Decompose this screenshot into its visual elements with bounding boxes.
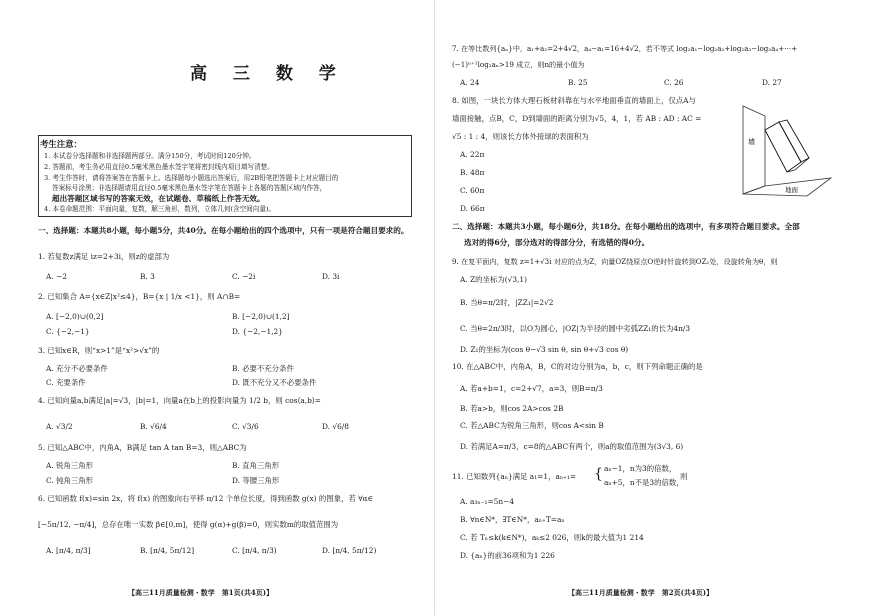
- option: B. 直角三角形: [232, 461, 280, 470]
- option: A. 22π: [460, 150, 485, 159]
- notice-line: 4. 本卷命题范围：平面向量，复数，解三角形，数列，立体几何(含空间向量)。: [44, 205, 276, 213]
- question-8: 8. 如图，一块长方体大理石板材斜靠在与水平地面垂直的墙面上，仅点A与: [452, 96, 696, 105]
- notice-title: 考生注意：: [40, 139, 82, 149]
- option: D. [π/4, 5π/12): [322, 546, 377, 555]
- option: D. √6/8: [322, 422, 349, 431]
- notice-line: 1. 本试卷分选择题和非选择题两部分。满分150分，考试时间120分钟。: [44, 152, 256, 160]
- question-6-cont: [−5π/12, −π/4]，总存在唯一实数 β∈[0,m]，使得 g(α)+g(β)=0，则实数m的取值范围为: [38, 520, 339, 529]
- question-1: 1. 若复数z满足 iz=2+3i，则z的虚部为: [38, 252, 170, 261]
- option: A. 若a+b=1，c=2+√7，a=3，则B=π/3: [460, 384, 603, 393]
- option: B. 当θ=π/2时，|ZZ₁|=2√2: [460, 298, 554, 307]
- option: C. 26: [664, 78, 684, 87]
- section-heading: 一、选择题：本题共8小题，每小题5分，共40分。在每小题给出的四个选项中，只有一项是符合题目要求的。: [38, 226, 409, 235]
- page-footer: 【高三11月质量检测・数学 第1页(共4页)】: [128, 588, 274, 597]
- question-8-cont: √5 : 1 : 4，则该长方体外接球的表面积为: [452, 132, 589, 141]
- option: A. a₃ₙ₋₁=5n−4: [460, 497, 515, 506]
- option: B. 48π: [460, 168, 485, 177]
- question-6: 6. 已知函数 f(x)=sin 2x，将 f(x) 的图象向右平移 π/12 个单位长度，得到函数 g(x) 的图象，若 ∀α∈: [38, 494, 374, 503]
- option: C. {−2,−1}: [46, 327, 90, 336]
- case-line: aₙ−1，n为3的倍数，: [604, 464, 677, 473]
- section-heading: 二、选择题：本题共3小题，每小题6分，共18分。在每小题给出的选项中，有多项符合题目要求。全部: [452, 222, 800, 231]
- question-8-cont: 墙面接触，点B，C，D到墙面的距离分别为√5，4，1，若 AB : AD : AC =: [452, 114, 702, 123]
- notice-line: 3. 考生作答时，请将答案答在答题卡上。选择题每小题选出答案后，用2B铅笔把答题卡上对应题目的: [44, 174, 339, 182]
- option: A. Z的坐标为(√3,1): [460, 275, 527, 284]
- wall-plane: [743, 106, 765, 194]
- question-7-cont: (−1)ⁿ⁺¹log₂aₙ>19 成立，则n的最小值为: [452, 60, 585, 69]
- option: D. 3i: [322, 272, 340, 281]
- option: D. {aₙ}的前36项和为1 226: [460, 551, 555, 560]
- option: C. 60π: [460, 186, 485, 195]
- option: A. [−2,0)∪(0,2]: [46, 312, 104, 321]
- option: D. Z₁的坐标为(cos θ−√3 sin θ, sin θ+√3 cos θ): [460, 345, 629, 354]
- question-11: 11. 已知数列{aₙ}满足 a₁=1，aₙ₊₁=: [452, 472, 577, 481]
- question-3: 3. 已知x∈R，则“x>1”是“x²>√x”的: [38, 346, 160, 355]
- option: D. 既不充分又不必要条件: [232, 378, 317, 387]
- page-footer: 【高三11月质量检测・数学 第2页(共4页)】: [568, 588, 714, 597]
- option: A. √3/2: [46, 422, 73, 431]
- question-2: 2. 已知集合 A={x∈Z|x²≤4}，B={x | 1/x <1}，则 A∩B=: [38, 292, 241, 301]
- then-text: 则: [680, 472, 688, 481]
- slab-side: [779, 120, 809, 162]
- option: C. 当θ=2π/3时，以O为圆心，|OZ|为半径的圆中劣弧ZZ₁的长为4π/3: [460, 324, 691, 333]
- question-10: 10. 在△ABC中，内角A，B，C的对边分别为a，b，c，则下列命题正确的是: [452, 362, 703, 371]
- slab-edge: [795, 158, 809, 170]
- option: D. {−2,−1,2}: [232, 327, 283, 336]
- option: D. 27: [762, 78, 782, 87]
- option: A. −2: [46, 272, 67, 281]
- case-line: aₙ+5，n不是3的倍数，: [604, 478, 684, 487]
- brace: {: [594, 466, 603, 482]
- option: C. [π/4, π/3): [232, 546, 277, 555]
- option: B. 若a>b，则cos 2A>cos 2B: [460, 404, 564, 413]
- option: A. 24: [460, 78, 480, 87]
- question-4: 4. 已知向量a,b满足|a|=√3，|b|=1，向量a在b上的投影向量为 1/2 b，则 cos⟨a,b⟩=: [38, 396, 321, 405]
- notice-line: 答案标号涂黑；非选择题请用直径0.5毫米黑色墨水签字笔在答题卡上各题的答题区域内作答，: [52, 184, 327, 192]
- option: C. 充要条件: [46, 378, 86, 387]
- option: C. −2i: [232, 272, 256, 281]
- section-heading-cont: 选对的得6分，部分选对的得部分分，有选错的得0分。: [464, 238, 650, 247]
- notice-line: 超出答题区域书写的答案无效，在试题卷、草稿纸上作答无效。: [52, 194, 265, 203]
- option: B. [−2,0)∪(1,2]: [232, 312, 290, 321]
- option: B. √6/4: [140, 422, 167, 431]
- marble-slab-figure: [735, 100, 835, 202]
- question-7: 7. 在等比数列{aₙ}中，a₁+a₂=2+4√2，a₄−a₁=16+4√2，若不等式 log₂a₁−log₂a₂+log₂a₃−log₂a₄+⋯+: [452, 44, 798, 53]
- option: C. 若 Tₙ≤k(k∈N*)，aₖ≤2 026，则k的最大值为1 214: [460, 533, 644, 542]
- page-divider: [434, 0, 435, 615]
- option: A. [π/4, π/3]: [46, 546, 91, 555]
- question-9: 9. 在复平面内，复数 z=1+√3i 对应的点为Z，向量OZ绕原点O逆时针旋转到OZ₁处，设旋转角为θ，则: [452, 257, 778, 266]
- option: A. 充分不必要条件: [46, 364, 108, 373]
- page-title: 高 三 数 学: [190, 64, 346, 84]
- option: B. [π/4, 5π/12]: [140, 546, 195, 555]
- option: B. 25: [568, 78, 588, 87]
- wall-label: 墙: [748, 138, 755, 146]
- option: D. 66π: [460, 204, 485, 213]
- question-5: 5. 已知△ABC中，内角A，B满足 tan A tan B=3，则△ABC为: [38, 443, 247, 452]
- option: C. 若△ABC为锐角三角形，则cos A<sin B: [460, 421, 604, 430]
- option: C. 钝角三角形: [46, 476, 94, 485]
- option: D. 若满足A=π/3，c=8的△ABC有两个，则a的取值范围为(3√3, 6): [460, 442, 684, 451]
- option: B. 必要不充分条件: [232, 364, 294, 373]
- option: B. ∀n∈N*，∃T∈N*，aₙ₊T=aₙ: [460, 515, 565, 524]
- option: D. 等腰三角形: [232, 476, 280, 485]
- option: A. 锐角三角形: [46, 461, 93, 470]
- option: C. √3/6: [232, 422, 259, 431]
- notice-line: 2. 答题前，考生务必用直径0.5毫米黑色墨水签字笔将密封线内项目填写清楚。: [44, 163, 274, 171]
- ground-label: 地面: [785, 186, 798, 194]
- option: B. 3: [140, 272, 155, 281]
